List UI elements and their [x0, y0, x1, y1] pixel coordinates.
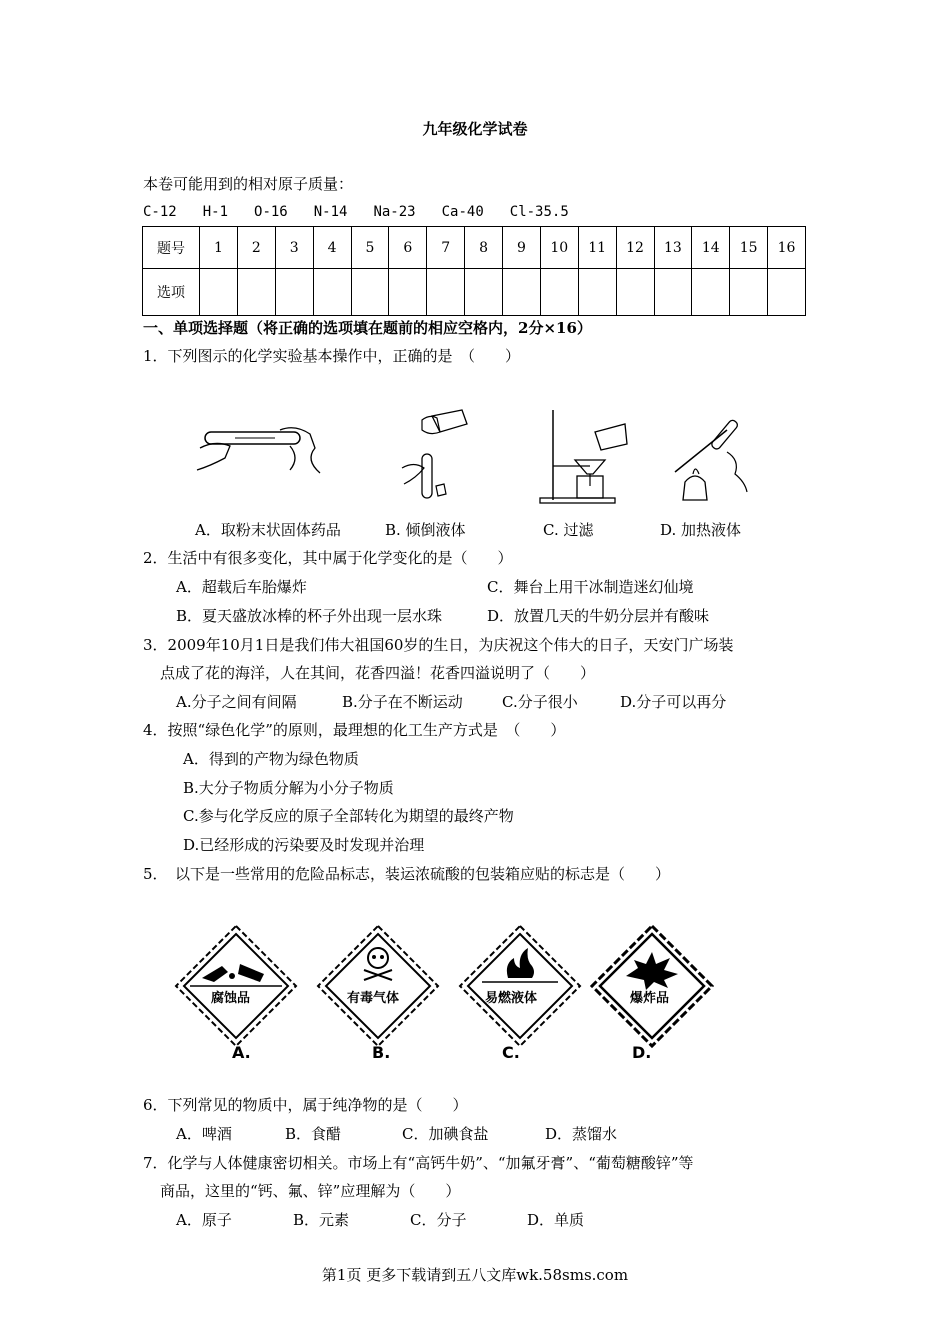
option-b: B. 倾倒液体 [385, 521, 466, 539]
answer-cell[interactable] [465, 269, 503, 316]
answer-cell[interactable] [654, 269, 692, 316]
page-footer: 第1页 更多下载请到五八文库wk.58sms.com [321, 1266, 629, 1284]
option-d: D.已经形成的污染要及时发现并治理 [183, 836, 425, 854]
option-d: D．放置几天的牛奶分层并有酸味 [487, 607, 710, 625]
question-7-stem-line2: 商品，这里的“钙、氟、锌”应理解为（ ） [160, 1182, 461, 1200]
answer-cell[interactable] [540, 269, 578, 316]
option-c: C.参与化学反应的原子全部转化为期望的最终产物 [183, 807, 514, 825]
question-7-stem-line1: 7．化学与人体健康密切相关。市场上有“高钙牛奶”、“加氟牙膏”、“葡萄糖酸锌”等 [143, 1154, 694, 1172]
atomic-mass-list [143, 204, 595, 220]
question-number-cell: 11 [578, 227, 616, 269]
question-3-options [176, 692, 726, 712]
page-title: 九年级化学试卷 [422, 120, 528, 138]
question-6-stem: 6．下列常见的物质中，属于纯净物的是（ ） [143, 1096, 468, 1114]
question-number-cell: 2 [237, 227, 275, 269]
question-number-cell: 12 [616, 227, 654, 269]
question-2-stem: 2．生活中有很多变化，其中属于化学变化的是（ ） [143, 549, 513, 567]
question-number-cell: 3 [275, 227, 313, 269]
question-number-cell: 10 [540, 227, 578, 269]
atomic-mass: N-14 [313, 204, 348, 220]
option-a: A.分子之间有间隔 [176, 693, 297, 711]
option-a: A．啤酒 [176, 1125, 232, 1143]
option-d: D. 加热液体 [660, 521, 742, 539]
question-number-row [143, 227, 806, 269]
answer-cell[interactable] [200, 269, 238, 316]
row-header-number: 题号 [143, 227, 200, 269]
option-a: A．超载后车胎爆炸 [176, 578, 307, 596]
option-b: B．食醋 [285, 1125, 342, 1143]
sign-letter-b: B. [372, 1043, 391, 1062]
question-number-cell: 13 [654, 227, 692, 269]
sign-letter-d: D. [632, 1043, 652, 1062]
option-c: C. 过滤 [543, 521, 594, 539]
answer-cell[interactable] [427, 269, 465, 316]
option-b: B.分子在不断运动 [342, 693, 463, 711]
heating-liquid-illustration [665, 412, 750, 507]
corrosive-sign-label: 腐蚀品 [211, 991, 251, 1006]
answer-cell[interactable] [389, 269, 427, 316]
answer-cell[interactable] [578, 269, 616, 316]
option-a: A．取粉末状固体药品 [195, 521, 341, 539]
option-c: C.分子很小 [502, 693, 578, 711]
question-number-cell: 4 [313, 227, 351, 269]
section-heading: 一、单项选择题（将正确的选项填在题前的相应空格内，2分×16） [143, 319, 592, 337]
question-3-stem-line1: 3．2009年10月1日是我们伟大祖国60岁的生日，为庆祝这个伟大的日子，天安门广场装 [143, 636, 734, 654]
answer-cell[interactable] [692, 269, 730, 316]
toxic-gas-sign-label: 有毒气体 [347, 991, 400, 1006]
answer-cell[interactable] [237, 269, 275, 316]
question-number-cell: 14 [692, 227, 730, 269]
sign-letter-a: A. [232, 1043, 251, 1062]
option-c: C．加碘食盐 [402, 1125, 489, 1143]
question-number-cell: 8 [465, 227, 503, 269]
filtration-illustration [535, 410, 635, 505]
atomic-mass: Ca-40 [441, 204, 484, 220]
sign-letter-c: C. [502, 1043, 520, 1062]
question-3-stem-line2: 点成了花的海洋，人在其间，花香四溢！花香四溢说明了（ ） [160, 664, 596, 682]
toxic-gas-sign [316, 924, 440, 1048]
question-number-cell: 16 [768, 227, 806, 269]
question-number-cell: 9 [503, 227, 541, 269]
explosive-sign [590, 924, 714, 1048]
answer-cell[interactable] [730, 269, 768, 316]
atomic-mass: C-12 [143, 204, 177, 220]
question-1-options [195, 520, 741, 540]
question-number-cell: 7 [427, 227, 465, 269]
flammable-liquid-sign [458, 924, 582, 1048]
powder-sampling-illustration [195, 418, 325, 478]
answer-cell[interactable] [313, 269, 351, 316]
question-number-cell: 6 [389, 227, 427, 269]
option-d: D.分子可以再分 [620, 693, 727, 711]
option-d: D．单质 [527, 1211, 585, 1229]
answer-cell[interactable] [503, 269, 541, 316]
corrosive-sign [174, 924, 298, 1048]
atomic-mass: O-16 [254, 204, 288, 220]
answer-table [142, 226, 806, 316]
question-7-options [176, 1210, 584, 1230]
question-number-cell: 5 [351, 227, 389, 269]
pouring-liquid-illustration [392, 406, 472, 506]
atomic-mass: Na-23 [373, 204, 416, 220]
question-4-stem: 4．按照“绿色化学”的原则，最理想的化工生产方式是 （ ） [143, 721, 566, 739]
answer-row [143, 269, 806, 316]
question-number-cell: 15 [730, 227, 768, 269]
answer-cell[interactable] [275, 269, 313, 316]
answer-cell[interactable] [351, 269, 389, 316]
answer-cell[interactable] [616, 269, 654, 316]
explosive-sign-label: 爆炸品 [630, 991, 670, 1006]
row-header-answer: 选项 [143, 269, 200, 316]
flammable-liquid-sign-label: 易燃液体 [485, 991, 538, 1006]
atomic-mass: H-1 [202, 204, 229, 220]
option-c: C．分子 [410, 1211, 467, 1229]
option-b: B.大分子物质分解为小分子物质 [183, 779, 394, 797]
option-d: D．蒸馏水 [545, 1125, 618, 1143]
question-5-stem: 5． 以下是一些常用的危险品标志，装运浓硫酸的包装箱应贴的标志是（ ） [143, 865, 671, 883]
option-b: B．夏天盛放冰棒的杯子外出现一层水珠 [176, 607, 443, 625]
option-a: A．原子 [176, 1211, 232, 1229]
option-c: C．舞台上用干冰制造迷幻仙境 [487, 578, 694, 596]
question-1-stem: 1．下列图示的化学实验基本操作中，正确的是 （ ） [143, 347, 521, 365]
atomic-mass: Cl-35.5 [509, 204, 569, 220]
question-6-options [176, 1124, 617, 1144]
atomic-mass-intro: 本卷可能用到的相对原子质量： [143, 175, 354, 193]
option-a: A．得到的产物为绿色物质 [183, 750, 359, 768]
question-number-cell: 1 [200, 227, 238, 269]
option-b: B．元素 [293, 1211, 350, 1229]
answer-cell[interactable] [768, 269, 806, 316]
